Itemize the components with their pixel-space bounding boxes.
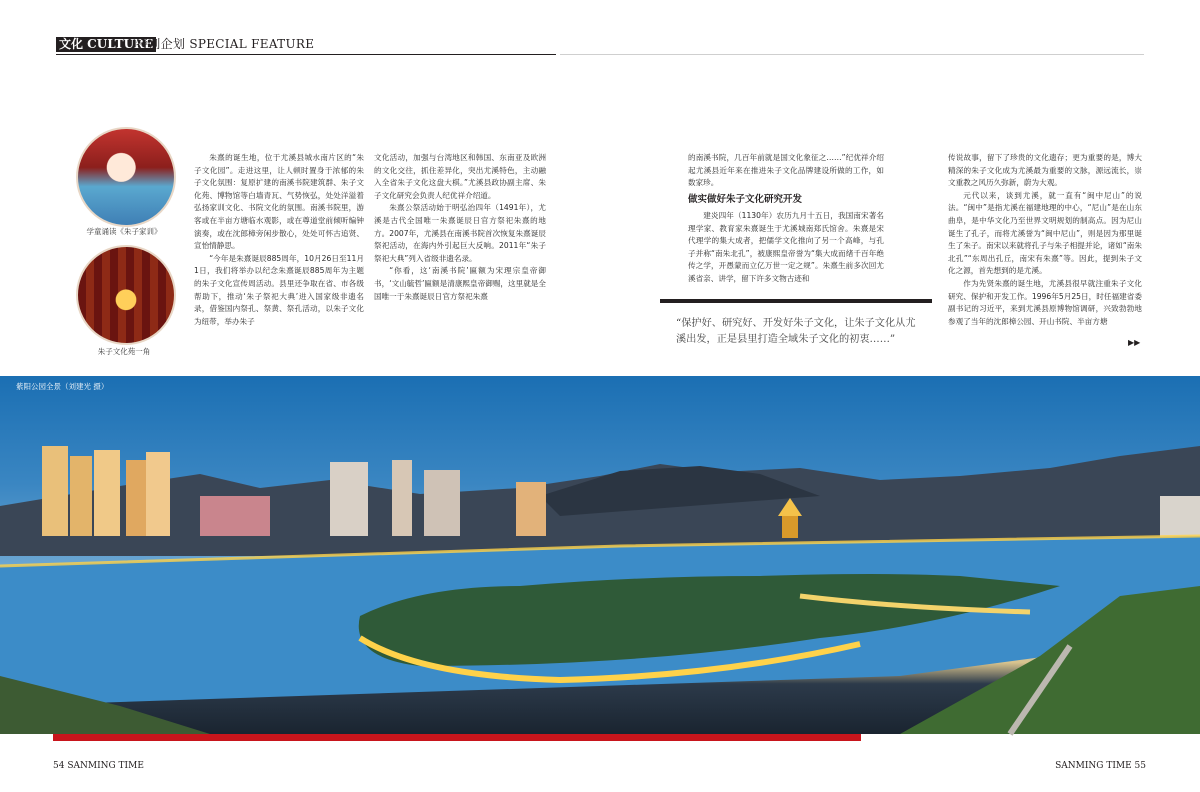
tower-building: [330, 462, 368, 536]
paragraph: 传说故事，留下了珍贵的文化遗存；更为重要的是，博大精深的朱子文化成为尤溪最为重要的文脉，源远流长，崇文重教之风历久弥新，蔚为大观。: [948, 153, 1142, 188]
paragraph: “今年是朱熹诞辰885周年，10月26日至11月1日，我们将举办以纪念朱熹诞辰885周年为主题的朱子文化宣传周活动。县里还争取在省、市各级帮助下，推动‘朱子祭祀大典’进入国家级非遗名录，借鉴国内祭孔、祭黄、祭孔活动，以朱子文化为纽带，举办朱子: [194, 253, 364, 326]
tower-building: [146, 452, 170, 536]
paragraph: 文化活动，加强与台湾地区和韩国、东南亚及欧洲的文化交往，抓住差异化，突出尤溪特色，主动融入全省朱子文化这盘大棋。”尤溪县政协副主席、朱子文化研究会负责人纪优祥介绍道。: [374, 153, 546, 200]
page-number-right: SANMING TIME 55: [1055, 761, 1146, 771]
city-panorama-photo: [0, 376, 1200, 734]
paragraph: “你看，这‘南溪书院’匾额为宋理宗皇帝御书，‘文山毓哲’匾额是清康熙皇帝御赐，这里就是全国唯一于朱熹诞辰日官方祭祀朱熹: [374, 266, 546, 301]
section-subheading: 做实做好朱子文化研究开发: [688, 194, 803, 205]
text-column-4: [948, 152, 1142, 350]
paragraph: 建炎四年（1130年）农历九月十五日，我国南宋著名理学家、教育家朱熹诞生于尤溪城南郑氏馆舍。朱熹是宋代理学的集大成者，把儒学文化推向了另一个高峰，与孔子并称“南朱北孔”，被康熙皇帝誉为“集大成而绪千百年绝传之学，开愚蒙而立亿万世一定之规”。朱熹生前多次回尤溪省亲、讲学，留下许多文物古迹和: [688, 211, 884, 283]
tower-building: [94, 450, 120, 536]
paragraph: 朱熹公祭活动始于明弘治四年（1491年），尤溪是古代全国唯一朱熹诞辰日官方祭祀朱熹的地方。2007年，尤溪县在南溪书院首次恢复朱熹诞辰祭祀活动，在海内外引起巨大反响。2011年“朱子祭祀大典”列入省级非遗名录。: [374, 203, 546, 263]
text-column-3b: [688, 210, 884, 285]
pull-quote: “保护好、研究好、开发好朱子文化，让朱子文化从尤溪出发，正是县里打造全域朱子文化的初衷……”: [676, 318, 916, 345]
text-column-2: [374, 152, 546, 350]
tower-building: [126, 460, 146, 536]
children-reading-photo: [76, 127, 176, 227]
header-rule-right: [560, 54, 1144, 55]
tower-building: [392, 460, 412, 536]
page-number-left: 54 SANMING TIME: [53, 761, 144, 771]
section-tag: 文化 CULTURE: [56, 37, 156, 52]
tower-building: [70, 456, 92, 536]
accent-bar: [53, 734, 861, 741]
paragraph: 朱熹的诞生地，位于尤溪县城水南片区的“朱子文化园”。走进这里，让人顿时置身于浓郁的朱子文化氛围：复原扩建的南溪书院建筑群、朱子文化苑、博物馆等白墙青瓦、气势恢弘，处处洋溢着弘扬家训文化、书院文化的氛围。南溪书院里，游客或在半亩方塘临水观影，或在尊道堂前倾听编钟演奏，或在沈郎樟旁闲步散心，处处可怀古追贤、宣怡情静思。: [194, 153, 364, 251]
header-rule: [56, 54, 556, 55]
zhuzi-garden-photo: [76, 245, 176, 345]
pagoda-base: [782, 516, 798, 538]
paragraph: 作为先贤朱熹的诞生地，尤溪县很早就注重朱子文化研究、保护和开发工作。1996年5月25日，时任福建省委副书记的习近平，来到尤溪县原博物馆调研，兴致勃勃地参观了当年的沈郎樟公园、开山书院、半亩方塘: [948, 278, 1142, 326]
continue-arrow-icon: ▶▶: [1128, 338, 1141, 347]
pull-quote-bar: [660, 299, 932, 303]
photo-caption-2: 朱子文化苑一角: [97, 347, 151, 356]
paragraph: 的南溪书院，几百年前就是国文化象征之……”纪优祥介绍起尤溪县近年来在推进朱子文化品牌建设所做的工作，如数家珍。: [688, 153, 884, 188]
photo-caption-1: 学童诵读《朱子家训》: [86, 227, 162, 236]
mall-building: [200, 496, 270, 536]
tower-building: [516, 482, 546, 536]
panorama-caption: 紫阳公园全景（刘建光 摄）: [16, 382, 109, 391]
panorama-illustration: [0, 376, 1200, 734]
text-column-1: [194, 152, 364, 350]
paragraph: 元代以来，谈到尤溪，就一直有“闽中尼山”的说法。“闽中”是指尤溪在福建地理的中心，“尼山”是在山东曲阜，是中华文化乃至世界文明规划的制高点。因为尼山诞生了孔子，而将尤溪誉为“闽中尼山”，则是因为那里诞生了朱子。南宋以来就将孔子与朱子相提并论，诸如“南朱北孔”“东周出孔丘，南宋有朱熹”等。因此，提到朱子文化之源，首先想到的是尤溪。: [948, 190, 1142, 276]
section-subtitle: 特别企划 SPECIAL FEATURE: [136, 37, 315, 51]
tower-building: [424, 470, 460, 536]
tower-building: [42, 446, 68, 536]
text-column-3: [688, 152, 884, 188]
